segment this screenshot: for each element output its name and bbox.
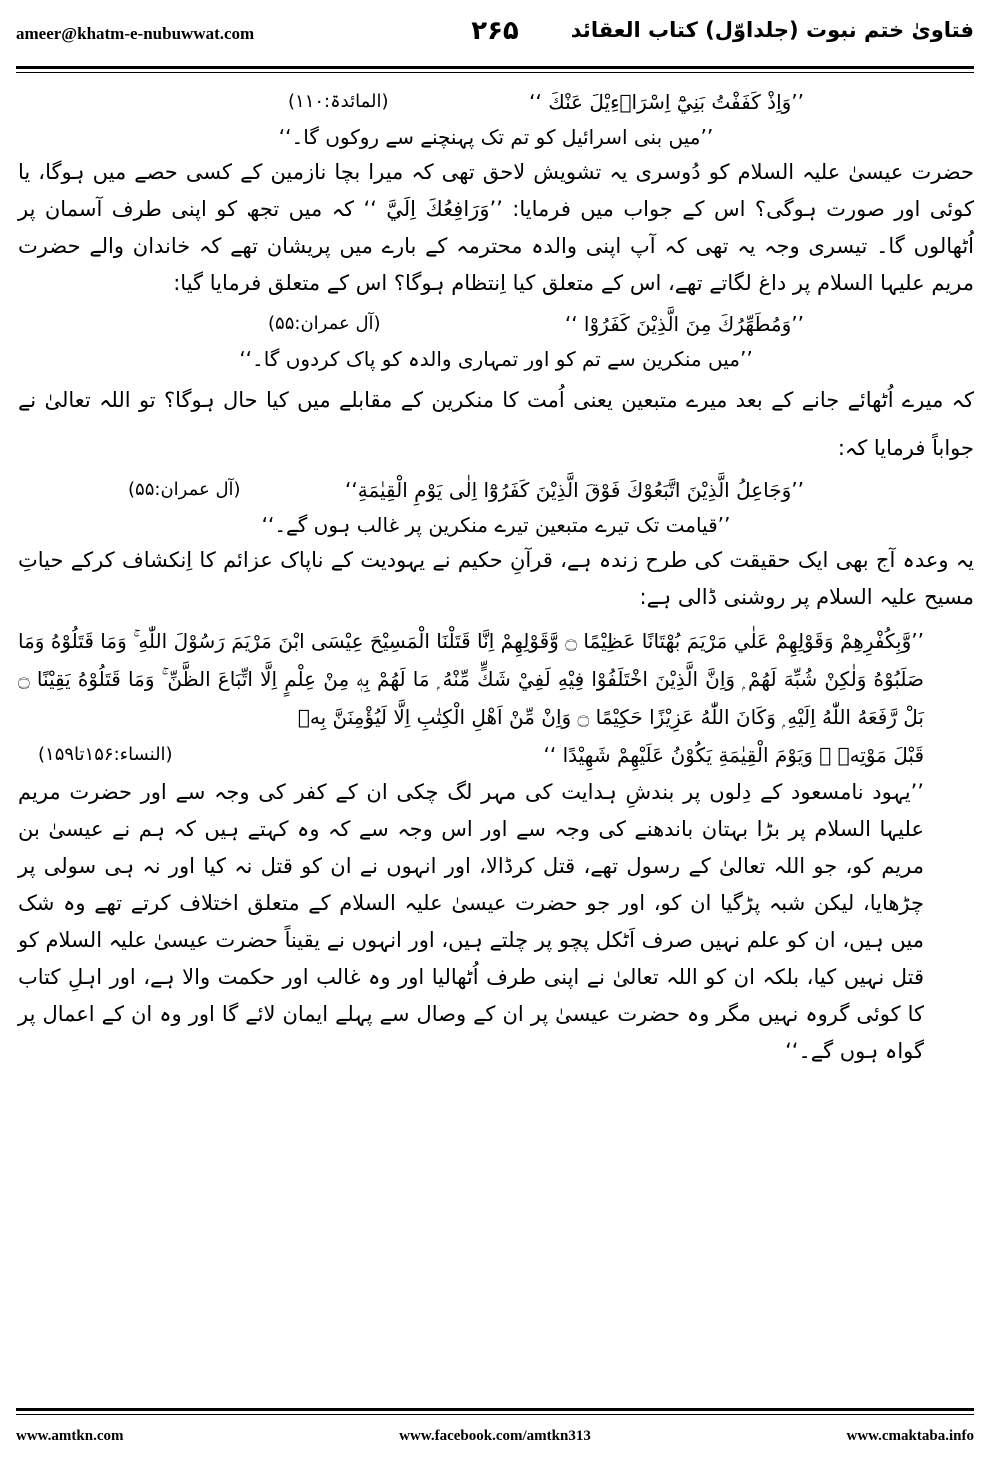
header-email: ameer@khatm-e-nubuwwat.com <box>16 24 255 43</box>
quote-ayah: ’’وَجَاعِلُ الَّذِيْنَ اتَّبَعُوْكَ فَوْقَ الَّذِيْنَ كَفَرُوْٓا اِلٰى يَوْمِ الْقِيٰمَةِ‘‘ <box>345 478 804 502</box>
paragraph: کہ میرے اُٹھائے جانے کے بعد میرے متبعین یعنی اُمت کا منکرین کے مقابلے میں کیا حال ہوگا؟ تو اللہ تعالیٰ نے جواباً فرمایا کہ: <box>18 388 974 460</box>
quote-ayah: ’’وَاِذْ كَفَفْتُ بَنِيْٓ اِسْرَاۗءِيْلَ عَنْكَ ‘‘ <box>529 90 804 114</box>
quote-translation: ’’یہود نامسعود کے دِلوں پر بندشِ ہدایت کی مہر لگ چکی ان کے کفر کی وجہ سے اور حضرت مریم علیہا السلام پر بڑا بہتان باندھنے کی وجہ سے اور اس وجہ سے کہ وہ کہتے ہیں کہ ہم نے عیسیٰ بن مریم کو، جو اللہ تعالیٰ کے رسول تھے، قتل کرڈالا، اور انہوں نے ان کو قتل نہ کیا اور نہ ہی سولی پر چڑھایا، لیکن شبہ پڑگیا ان کو، اور جو حضرت عیسیٰ علیہ السلام کے متعلق اختلاف کرتے تھے وہ شک میں ہیں، ان کو علم نہیں صرف اَٹکل پچو پر چلتے ہیں، اور انہوں نے یقیناً حضرت عیسیٰ علیہ السلام کو قتل نہیں کیا، بلکہ ان کو اللہ تعالیٰ نے اپنی طرف اُٹھالیا اور وہ غالب اور حکمت والا ہے، اور اہلِ کتاب کا کوئی گروہ نہیں مگر وہ حضرت عیسیٰ پر ان کے وصال سے پہلے ایمان لائے گا اور وہ ان کے اعمال پر گواہ ہوں گے۔‘‘ <box>18 780 924 1063</box>
quote-ayah-row <box>18 84 974 120</box>
quote-translation: ’’قیامت تک تیرے متبعین تیرے منکرین پر غالب ہوں گے۔‘‘ <box>261 513 731 537</box>
footer-link-right[interactable]: www.cmaktaba.info <box>846 1428 974 1444</box>
page-body <box>18 84 974 1378</box>
quote-reference: (النساء:۱۵۶تا۱۵۹) <box>38 744 173 765</box>
quran-verse-block: ’’وَّبِكُفْرِهِمْ وَقَوْلِهِمْ عَلٰي مَرْيَمَ بُهْتَانًا عَظِيْمًا ۝ وَّقَوْلِهِمْ اِنَّا قَتَلْنَا الْمَسِيْحَ عِيْسَى ابْنَ مَرْيَمَ رَسُوْلَ اللّٰهِ ۚ وَمَا قَتَلُوْهُ وَمَا صَلَبُوْهُ وَلٰكِنْ شُبِّهَ لَهُمْ ۭ وَاِنَّ الَّذِيْنَ اخْتَلَفُوْا فِيْهِ لَفِيْ شَكٍّ مِّنْهُ ۭ مَا لَهُمْ بِهٖ مِنْ عِلْمٍ اِلَّا اتِّبَاعَ الظَّنِّ ۚ وَمَا قَتَلُوْهُ يَقِيْنًا ۝ بَلْ رَّفَعَهُ اللّٰهُ اِلَيْهِ ۭ وَكَانَ اللّٰهُ عَزِيْزًا حَكِيْمًا ۝ وَاِنْ مِّنْ اَهْلِ الْكِتٰبِ اِلَّا لَيُؤْمِنَنَّ بِهٖ <box>18 629 924 729</box>
book-title: فتاویٰ ختم نبوت (جلداوّل) کتاب العقائد <box>570 18 974 42</box>
footer-divider <box>16 1408 974 1415</box>
quote-ayah-row <box>18 306 974 342</box>
quote-translation: ’’میں منکرین سے تم کو اور تمہاری والدہ کو پاک کردوں گا۔‘‘ <box>239 347 753 371</box>
quote-reference: (آل عمران:۵۵) <box>128 479 241 500</box>
paragraph: یہ وعدہ آج بھی ایک حقیقت کی طرح زندہ ہے، قرآنِ حکیم نے یہودیت کے ناپاک عزائم کا اِنکشاف کرکے حیاتِ مسیح علیہ السلام پر روشنی ڈالی ہے: <box>18 548 974 609</box>
quote-ayah-row <box>18 736 974 774</box>
quote-ayah-row <box>18 472 974 508</box>
quote-ayah: قَبْلَ مَوْتِهٖ ۚ وَيَوْمَ الْقِيٰمَةِ يَكُوْنُ عَلَيْهِمْ شَهِيْدًا ‘‘ <box>543 743 924 767</box>
page-number: ۲۶۵ <box>471 16 519 46</box>
quote-translation: ’’میں بنی اسرائیل کو تم تک پہنچنے سے روکوں گا۔‘‘ <box>278 125 714 149</box>
paragraph: حضرت عیسیٰ علیہ السلام کو دُوسری یہ تشویش لاحق تھی کہ میرا بچا نازمین کے کسی حصے میں ہوگا، یا کوئی اور صورت ہوگی؟ اس کے جواب میں فرمایا: ’’وَرَافِعُكَ اِلَيَّ ‘‘ کہ میں تجھ کو اپنی طرف آسمان پر اُٹھالوں گا۔ تیسری وجہ یہ تھی کہ آپ اپنی والدہ محترمہ کے بارے میں پریشان تھے کہ خاندان والے حضرت مریم علیہا السلام پر داغ لگاتے تھے، اس کے متعلق کیا اِنتظام ہوگا؟ اس کے متعلق فرمایا گیا: <box>18 160 974 295</box>
page-header <box>16 10 974 58</box>
footer-link-left[interactable]: www.amtkn.com <box>16 1428 124 1444</box>
quote-reference: (آل عمران:۵۵) <box>268 313 381 334</box>
footer-link-center[interactable]: www.facebook.com/amtkn313 <box>399 1428 591 1444</box>
quote-ayah: ’’وَمُطَهِّرُكَ مِنَ الَّذِيْنَ كَفَرُوْا ‘‘ <box>564 312 804 336</box>
quote-reference: (المائدۃ:۱۱۰) <box>288 91 389 112</box>
header-divider <box>16 66 974 73</box>
